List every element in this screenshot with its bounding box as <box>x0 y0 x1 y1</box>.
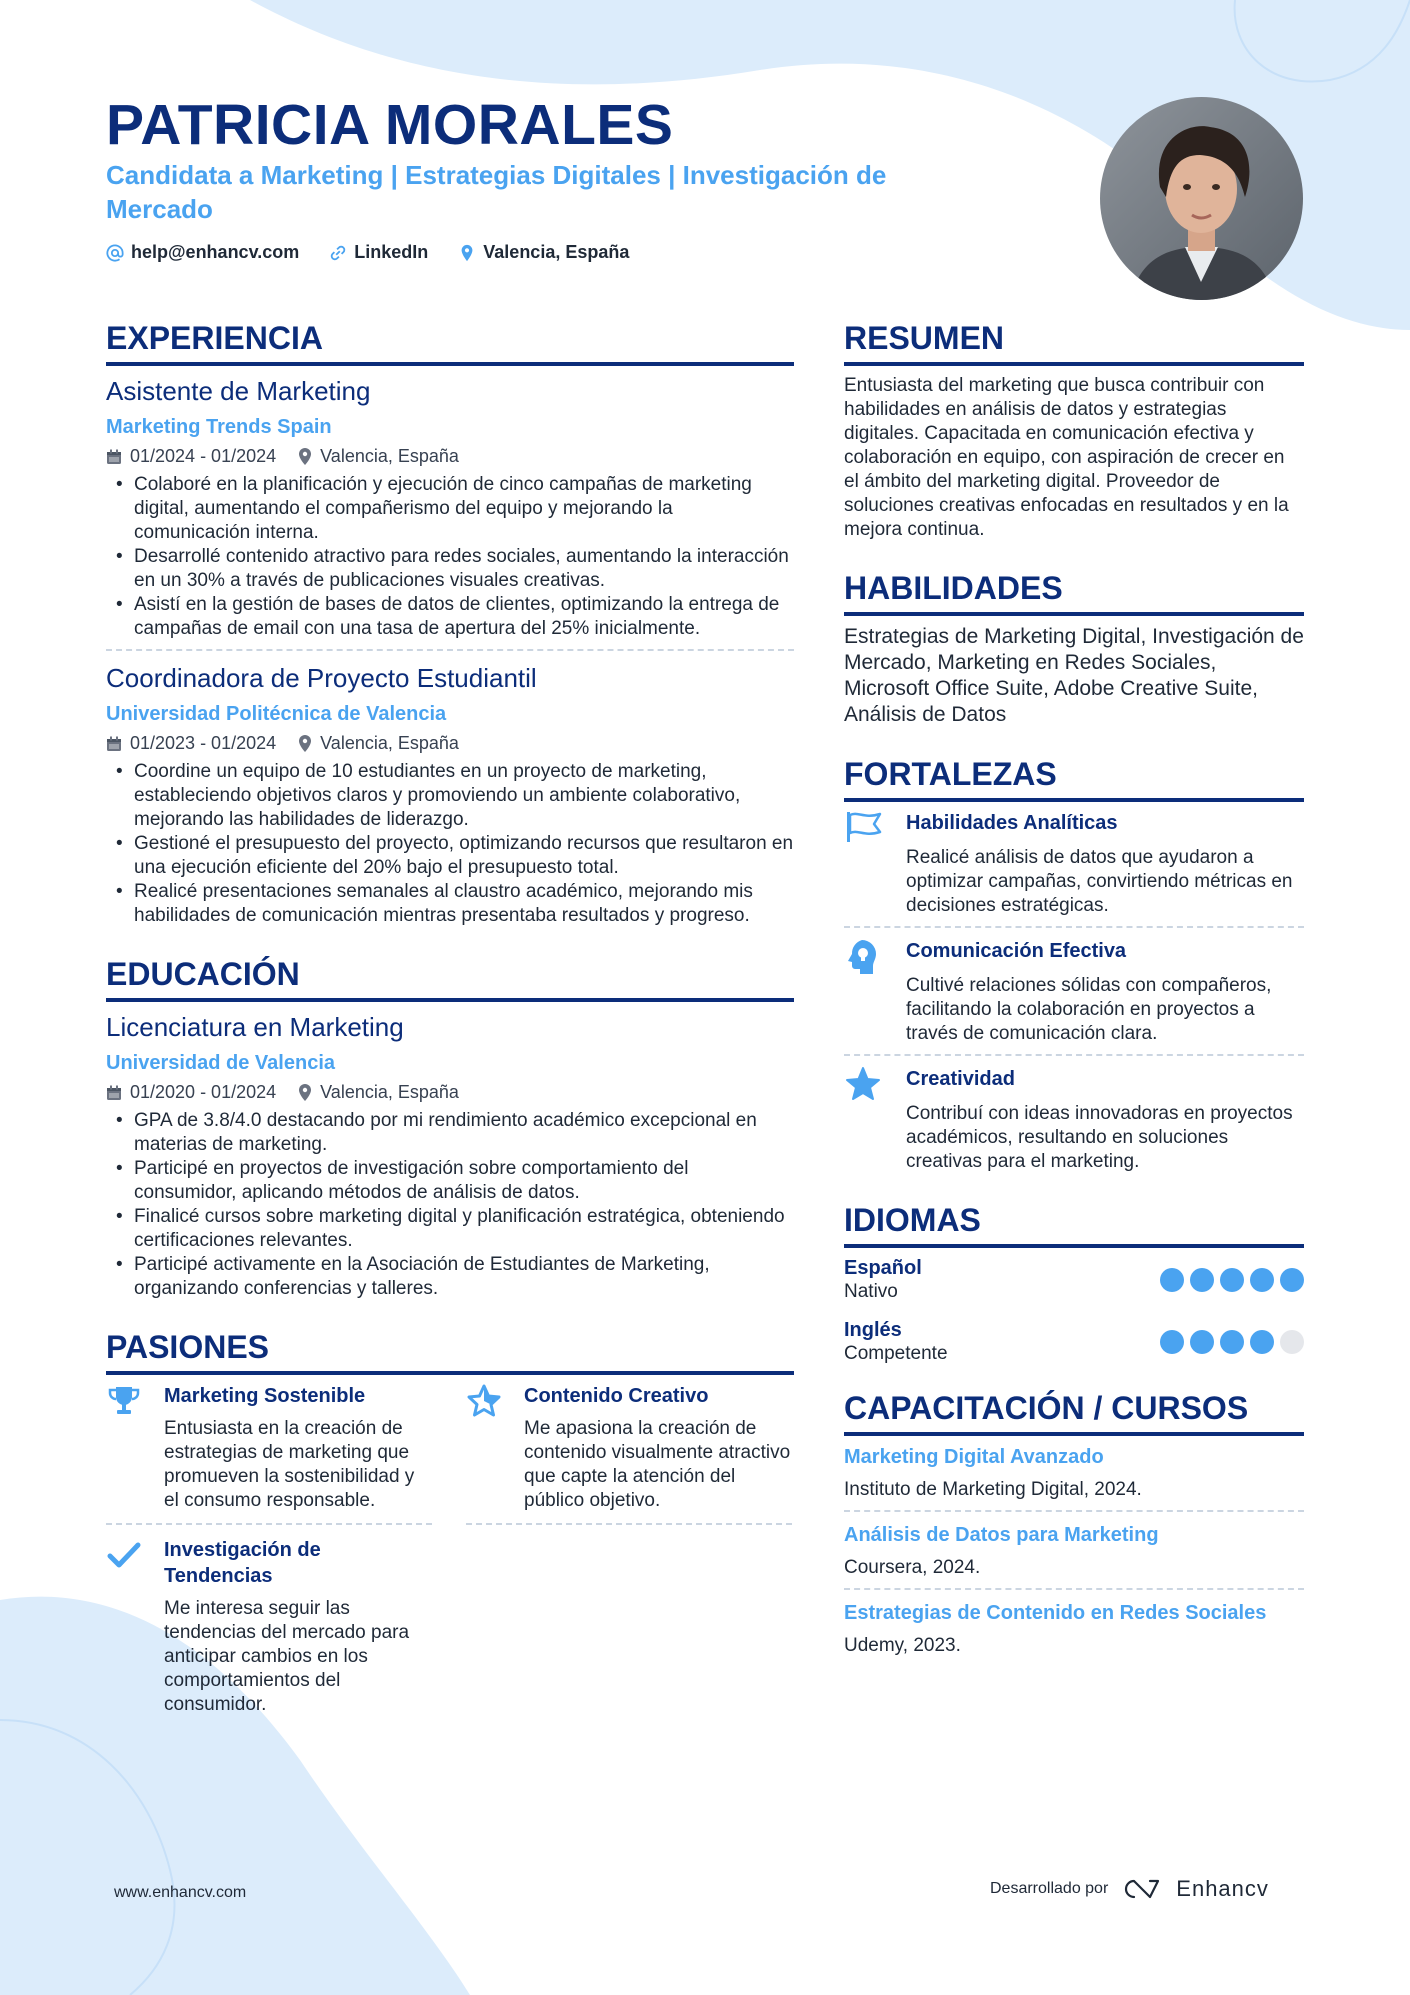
at-icon <box>106 244 124 262</box>
trophy-icon <box>106 1383 142 1419</box>
education-meta <box>106 1082 794 1103</box>
language-level: Nativo <box>844 1281 898 1302</box>
job-location: Valencia, España <box>320 446 459 466</box>
experience-title: EXPERIENCIA <box>106 318 794 366</box>
location-pin-icon <box>298 735 312 752</box>
bullet-item: • GPA de 3.8/4.0 destacando por mi rendimiento académico excepcional en materias de marketing. <box>106 1109 794 1157</box>
course-item <box>844 1600 1304 1658</box>
course-provider: Udemy, 2023. <box>844 1635 961 1656</box>
course-provider: Coursera, 2024. <box>844 1557 981 1578</box>
job-meta <box>106 446 794 467</box>
rating-dot-filled <box>1250 1330 1274 1354</box>
language-name: Español <box>844 1257 922 1279</box>
experience-section <box>106 318 794 928</box>
footer-website[interactable]: www.enhancv.com <box>114 1884 247 1901</box>
bullet-item: • Colaboré en la planificación y ejecución de cinco campañas de marketing digital, aumentando el compañerismo del equipo y mejorando la comunicación interna. <box>106 473 794 545</box>
checkmark-icon <box>106 1537 142 1573</box>
strength-title: Creatividad <box>906 1068 1015 1090</box>
bullet-item: • Coordine un equipo de 10 estudiantes en un proyecto de marketing, estableciendo objetivos claros y promoviendo un ambiente colaborativo, mejorando las habilidades de liderazgo. <box>106 760 794 832</box>
passion-title: Marketing Sostenible <box>164 1385 366 1407</box>
language-level: Competente <box>844 1343 948 1364</box>
passion-desc: Me interesa seguir las tendencias del mercado para anticipar cambios en los comportamientos del consumidor. <box>164 1598 410 1715</box>
contact-linkedin-text: LinkedIn <box>354 242 429 262</box>
rating-dot-filled <box>1250 1268 1274 1292</box>
job-bullets <box>106 760 794 928</box>
brand-name: Enhancv <box>1176 1876 1269 1901</box>
divider <box>844 1054 1304 1056</box>
passion-desc: Entusiasta en la creación de estrategias de marketing que promueven la sostenibilidad y el consumo responsable. <box>164 1418 415 1511</box>
experience-entry <box>106 661 794 928</box>
divider <box>844 1510 1304 1512</box>
star-outline-icon <box>466 1383 502 1419</box>
course-item <box>844 1522 1304 1580</box>
rating-dot-filled <box>1220 1330 1244 1354</box>
passions-title: PASIONES <box>106 1327 794 1375</box>
strength-item <box>844 938 1304 1046</box>
powered-by-label: Desarrollado por <box>990 1880 1109 1897</box>
course-title: Estrategias de Contenido en Redes Sociales <box>844 1602 1267 1624</box>
language-rating <box>1160 1330 1304 1354</box>
location-pin-icon <box>298 1084 312 1101</box>
languages-section <box>844 1200 1304 1366</box>
contact-bar <box>106 242 629 263</box>
strength-item <box>844 1066 1304 1174</box>
divider <box>106 649 794 651</box>
skills-text: Estrategias de Marketing Digital, Investigación de Mercado, Marketing en Redes Sociales, Microsoft Office Suite, Adobe Creative Suite, Análisis de Datos <box>844 625 1304 726</box>
passion-item <box>106 1383 432 1525</box>
calendar-icon <box>106 1085 122 1101</box>
bullet-item: • Gestioné el presupuesto del proyecto, optimizando recursos que resultaron en una ejecución eficiente del 20% bajo el presupuesto total. <box>106 832 794 880</box>
education-bullets <box>106 1109 794 1301</box>
job-location: Valencia, España <box>320 733 459 753</box>
job-bullets <box>106 473 794 641</box>
job-company: Universidad Politécnica de Valencia <box>106 703 447 725</box>
profile-photo <box>1100 97 1303 300</box>
job-dates: 01/2024 - 01/2024 <box>130 446 277 466</box>
courses-title: CAPACITACIÓN / CURSOS <box>844 1388 1304 1436</box>
course-provider: Instituto de Marketing Digital, 2024. <box>844 1479 1142 1500</box>
skills-title: HABILIDADES <box>844 568 1304 616</box>
course-title: Marketing Digital Avanzado <box>844 1446 1104 1468</box>
strengths-title: FORTALEZAS <box>844 754 1304 802</box>
course-item <box>844 1444 1304 1502</box>
flag-icon <box>844 810 884 844</box>
education-title: EDUCACIÓN <box>106 954 794 1002</box>
job-meta <box>106 733 794 754</box>
bullet-item: • Finalicé cursos sobre marketing digital y planificación estratégica, obteniendo certificaciones relevantes. <box>106 1205 794 1253</box>
candidate-headline: Candidata a Marketing | Estrategias Digitales | Investigación de Mercado <box>106 160 887 224</box>
language-item <box>844 1256 1304 1304</box>
degree-title: Licenciatura en Marketing <box>106 1012 404 1042</box>
location-pin-icon <box>458 244 476 262</box>
bullet-item: • Asistí en la gestión de bases de datos de clientes, optimizando la entrega de campañas de email con una tasa de apertura del 25% inicialmente. <box>106 593 794 641</box>
passion-item <box>466 1383 792 1525</box>
job-role: Asistente de Marketing <box>106 376 371 406</box>
head-idea-icon <box>844 938 880 976</box>
skills-section <box>844 568 1304 728</box>
passion-desc: Me apasiona la creación de contenido visualmente atractivo que capte la atención del público objetivo. <box>524 1418 791 1511</box>
rating-dot-filled <box>1220 1268 1244 1292</box>
left-column <box>106 318 794 1727</box>
strength-desc: Cultivé relaciones sólidas con compañeros, facilitando la colaboración en proyectos a través de comunicación clara. <box>906 975 1272 1044</box>
language-name: Inglés <box>844 1319 902 1341</box>
summary-title: RESUMEN <box>844 318 1304 366</box>
contact-location-text: Valencia, España <box>483 242 630 262</box>
rating-dot-filled <box>1190 1268 1214 1292</box>
job-company: Marketing Trends Spain <box>106 416 332 438</box>
rating-dot-filled <box>1160 1268 1184 1292</box>
strength-desc: Contribuí con ideas innovadoras en proyectos académicos, resultando en soluciones creativas para el marketing. <box>906 1103 1293 1172</box>
language-item <box>844 1318 1304 1366</box>
rating-dot-filled <box>1280 1268 1304 1292</box>
footer-branding <box>990 1876 1269 1902</box>
education-dates: 01/2020 - 01/2024 <box>130 1082 277 1102</box>
calendar-icon <box>106 449 122 465</box>
strength-title: Comunicación Efectiva <box>906 940 1127 962</box>
job-dates: 01/2023 - 01/2024 <box>130 733 277 753</box>
course-title: Análisis de Datos para Marketing <box>844 1524 1159 1546</box>
divider <box>844 1588 1304 1590</box>
education-section <box>106 954 794 1301</box>
star-icon <box>844 1066 882 1102</box>
bullet-item: • Participé en proyectos de investigación sobre comportamiento del consumidor, aplicando métodos de análisis de datos. <box>106 1157 794 1205</box>
contact-linkedin[interactable] <box>329 242 428 263</box>
bullet-item: • Realicé presentaciones semanales al claustro académico, mejorando mis habilidades de comunicación mientras presentaba resultados y progreso. <box>106 880 794 928</box>
location-pin-icon <box>298 448 312 465</box>
rating-dot-filled <box>1190 1330 1214 1354</box>
courses-section <box>844 1388 1304 1658</box>
languages-title: IDIOMAS <box>844 1200 1304 1248</box>
enhancv-logo-icon <box>1120 1877 1164 1901</box>
passions-grid <box>106 1383 794 1727</box>
calendar-icon <box>106 736 122 752</box>
passion-title: Contenido Creativo <box>524 1385 709 1407</box>
experience-entry <box>106 374 794 641</box>
candidate-name: PATRICIA MORALES <box>106 93 674 157</box>
divider <box>844 926 1304 928</box>
school-name: Universidad de Valencia <box>106 1052 335 1074</box>
summary-section <box>844 318 1304 542</box>
bullet-item: • Desarrollé contenido atractivo para redes sociales, aumentando la interacción en un 30% a través de publicaciones visuales creativas. <box>106 545 794 593</box>
rating-dot-empty <box>1280 1330 1304 1354</box>
contact-email-text: help@enhancv.com <box>131 242 300 262</box>
passion-item <box>106 1537 432 1727</box>
strength-title: Habilidades Analíticas <box>906 812 1118 834</box>
language-rating <box>1160 1268 1304 1292</box>
job-role: Coordinadora de Proyecto Estudiantil <box>106 663 537 693</box>
contact-location <box>458 242 629 263</box>
education-location: Valencia, España <box>320 1082 459 1102</box>
rating-dot-filled <box>1160 1330 1184 1354</box>
passions-section <box>106 1327 794 1727</box>
strengths-section <box>844 754 1304 1174</box>
link-icon <box>329 244 347 262</box>
passion-title: Investigación de Tendencias <box>164 1539 321 1587</box>
contact-email[interactable] <box>106 242 299 263</box>
right-column <box>844 318 1304 1658</box>
summary-text: Entusiasta del marketing que busca contribuir con habilidades en análisis de datos y estrategias digitales. Capacitada en comunicación efectiva y colaboración en equipo, con aspiración de crecer en el ámbito del marketing digital. Proveedor de soluciones creativas enfocadas en resultados y en la mejora continua. <box>844 375 1289 540</box>
bullet-item: • Participé activamente en la Asociación de Estudiantes de Marketing, organizando conferencias y talleres. <box>106 1253 794 1301</box>
strength-desc: Realicé análisis de datos que ayudaron a optimizar campañas, convirtiendo métricas en decisiones estratégicas. <box>906 847 1293 916</box>
strength-item <box>844 810 1304 918</box>
